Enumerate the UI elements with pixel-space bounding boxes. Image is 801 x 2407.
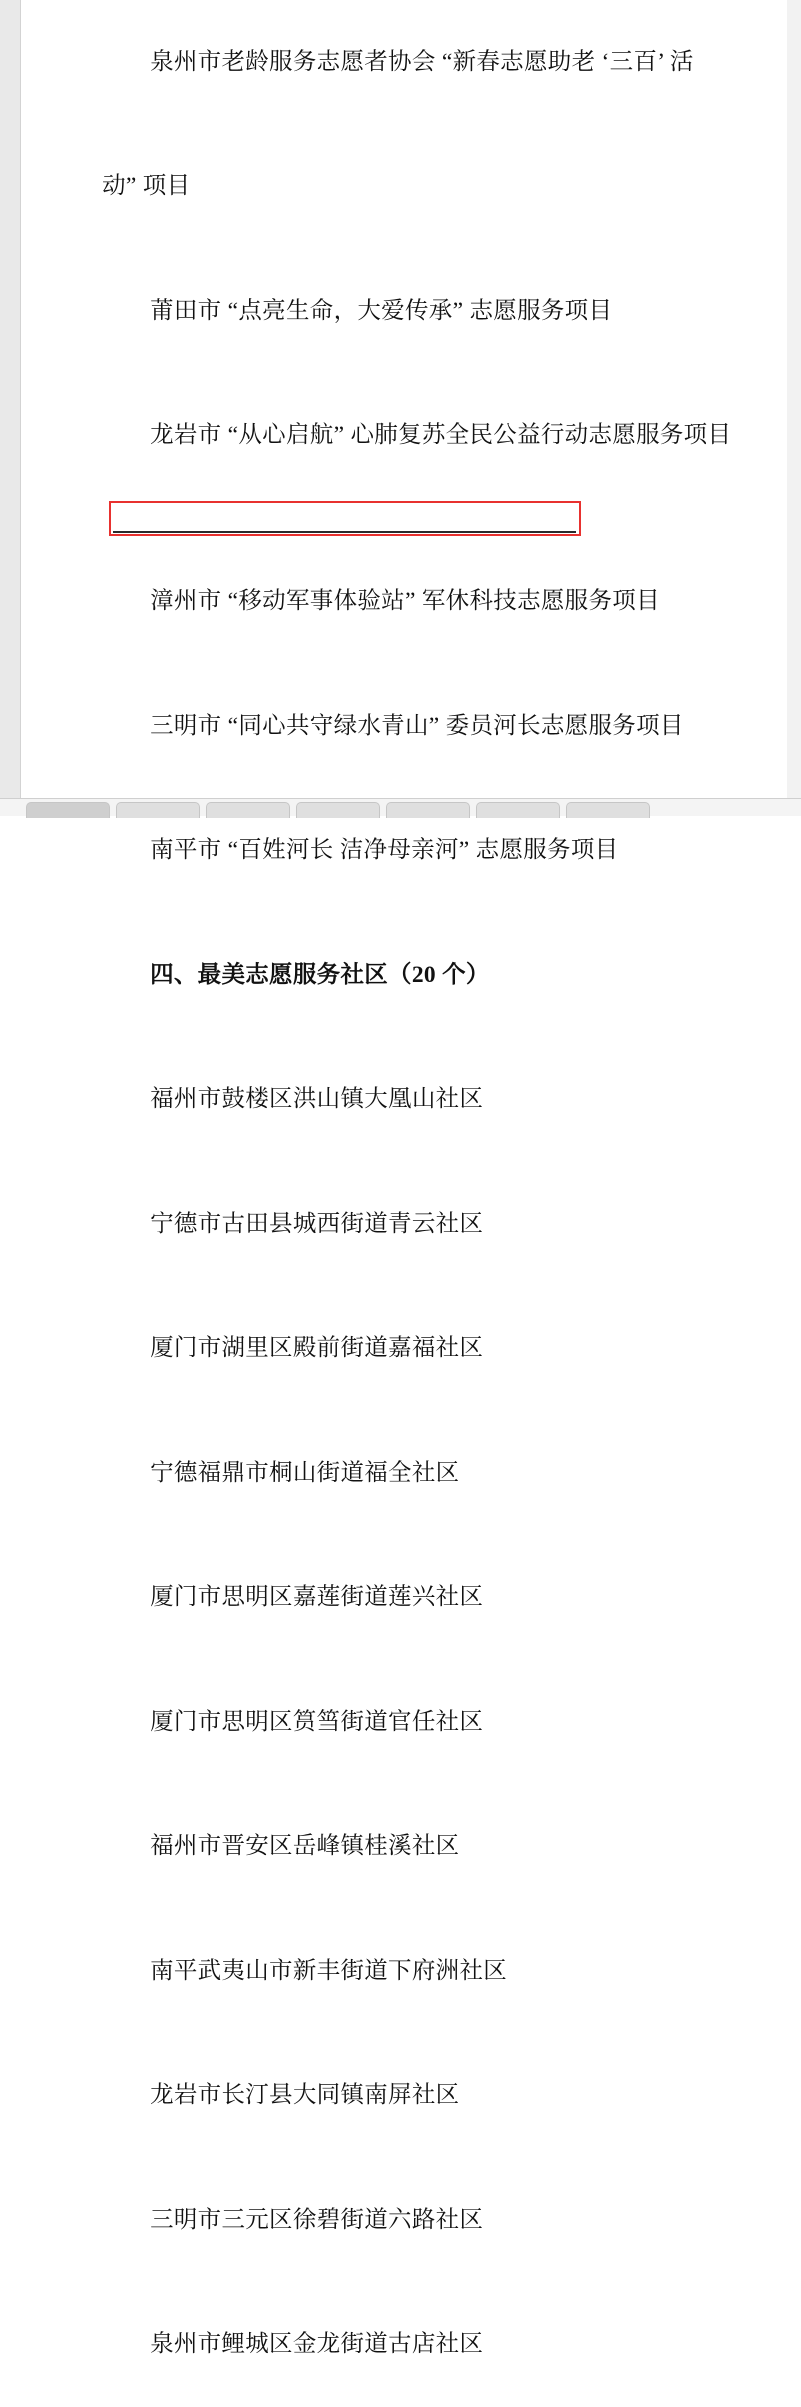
taskbar-item[interactable] [206,802,290,818]
document-line-text: 厦门市思明区筼筜街道官任社区 [150,1709,483,1735]
document-line [21,1038,787,1163]
section-heading-text: 四、最美志愿服务社区（20 个） [150,962,490,988]
document-line [21,374,787,499]
document-line [21,1162,787,1287]
document-line-text: 三明市三元区徐碧街道六路社区 [150,2207,483,2233]
document-line-text: 莆田市 “点亮生命，大爱传承” 志愿服务项目 [150,298,612,324]
taskbar-item[interactable] [476,802,560,818]
taskbar-item[interactable] [116,802,200,818]
taskbar-item[interactable] [566,802,650,818]
document-line-text: 南平市 “百姓河长 洁净母亲河” 志愿服务项目 [150,837,618,863]
highlight-box-container [21,498,787,540]
document-line [21,1785,787,1910]
document-line-text: 龙岩市 “从心启航” 心肺复苏全民公益行动志愿服务项目 [150,422,731,448]
document-line [21,1287,787,1412]
document-line [21,0,787,125]
document-line [21,2283,787,2407]
document-line [21,1411,787,1536]
document-line-text: 漳州市 “移动军事体验站” 军休科技志愿服务项目 [150,588,660,614]
taskbar-item[interactable] [296,802,380,818]
document-line-text: 动” 项目 [102,173,190,199]
document-line [21,1909,787,2034]
page-left-margin-strip [0,0,21,816]
taskbar-item[interactable] [26,802,110,818]
taskbar [0,798,801,816]
document-line-text: 福州市晋安区岳峰镇桂溪社区 [150,1833,459,1859]
highlighted-document-line[interactable] [21,498,787,664]
section-heading [21,913,787,1038]
document-line-text: 福州市鼓楼区洪山镇大凰山社区 [150,1086,483,1112]
document-text-body [21,0,787,800]
document-line-text: 龙岩市长汀县大同镇南屏社区 [150,2082,459,2108]
document-line [21,125,787,250]
document-line [21,1536,787,1661]
document-line [21,2034,787,2159]
document-line-text: 厦门市思明区嘉莲街道莲兴社区 [150,1584,483,1610]
document-line-text: 泉州市老龄服务志愿者协会 “新春志愿助老 ‘三百’ 活 [150,49,694,75]
page-right-margin-strip [786,0,801,816]
document-page [0,0,801,816]
taskbar-item[interactable] [386,802,470,818]
document-line-text: 厦门市湖里区殿前街道嘉福社区 [150,1335,483,1361]
document-line [21,664,787,789]
text-underline [113,531,576,533]
document-line-text: 南平武夷山市新丰街道下府洲社区 [150,1958,507,1984]
document-line [21,249,787,374]
document-line-text: 宁德福鼎市桐山街道福全社区 [150,1460,459,1486]
document-line-text: 泉州市鲤城区金龙街道古店社区 [150,2331,483,2357]
document-line-text: 三明市 “同心共守绿水青山” 委员河长志愿服务项目 [150,713,684,739]
document-line [21,2158,787,2283]
document-line-text: 宁德市古田县城西街道青云社区 [150,1211,483,1237]
document-line [21,1660,787,1785]
